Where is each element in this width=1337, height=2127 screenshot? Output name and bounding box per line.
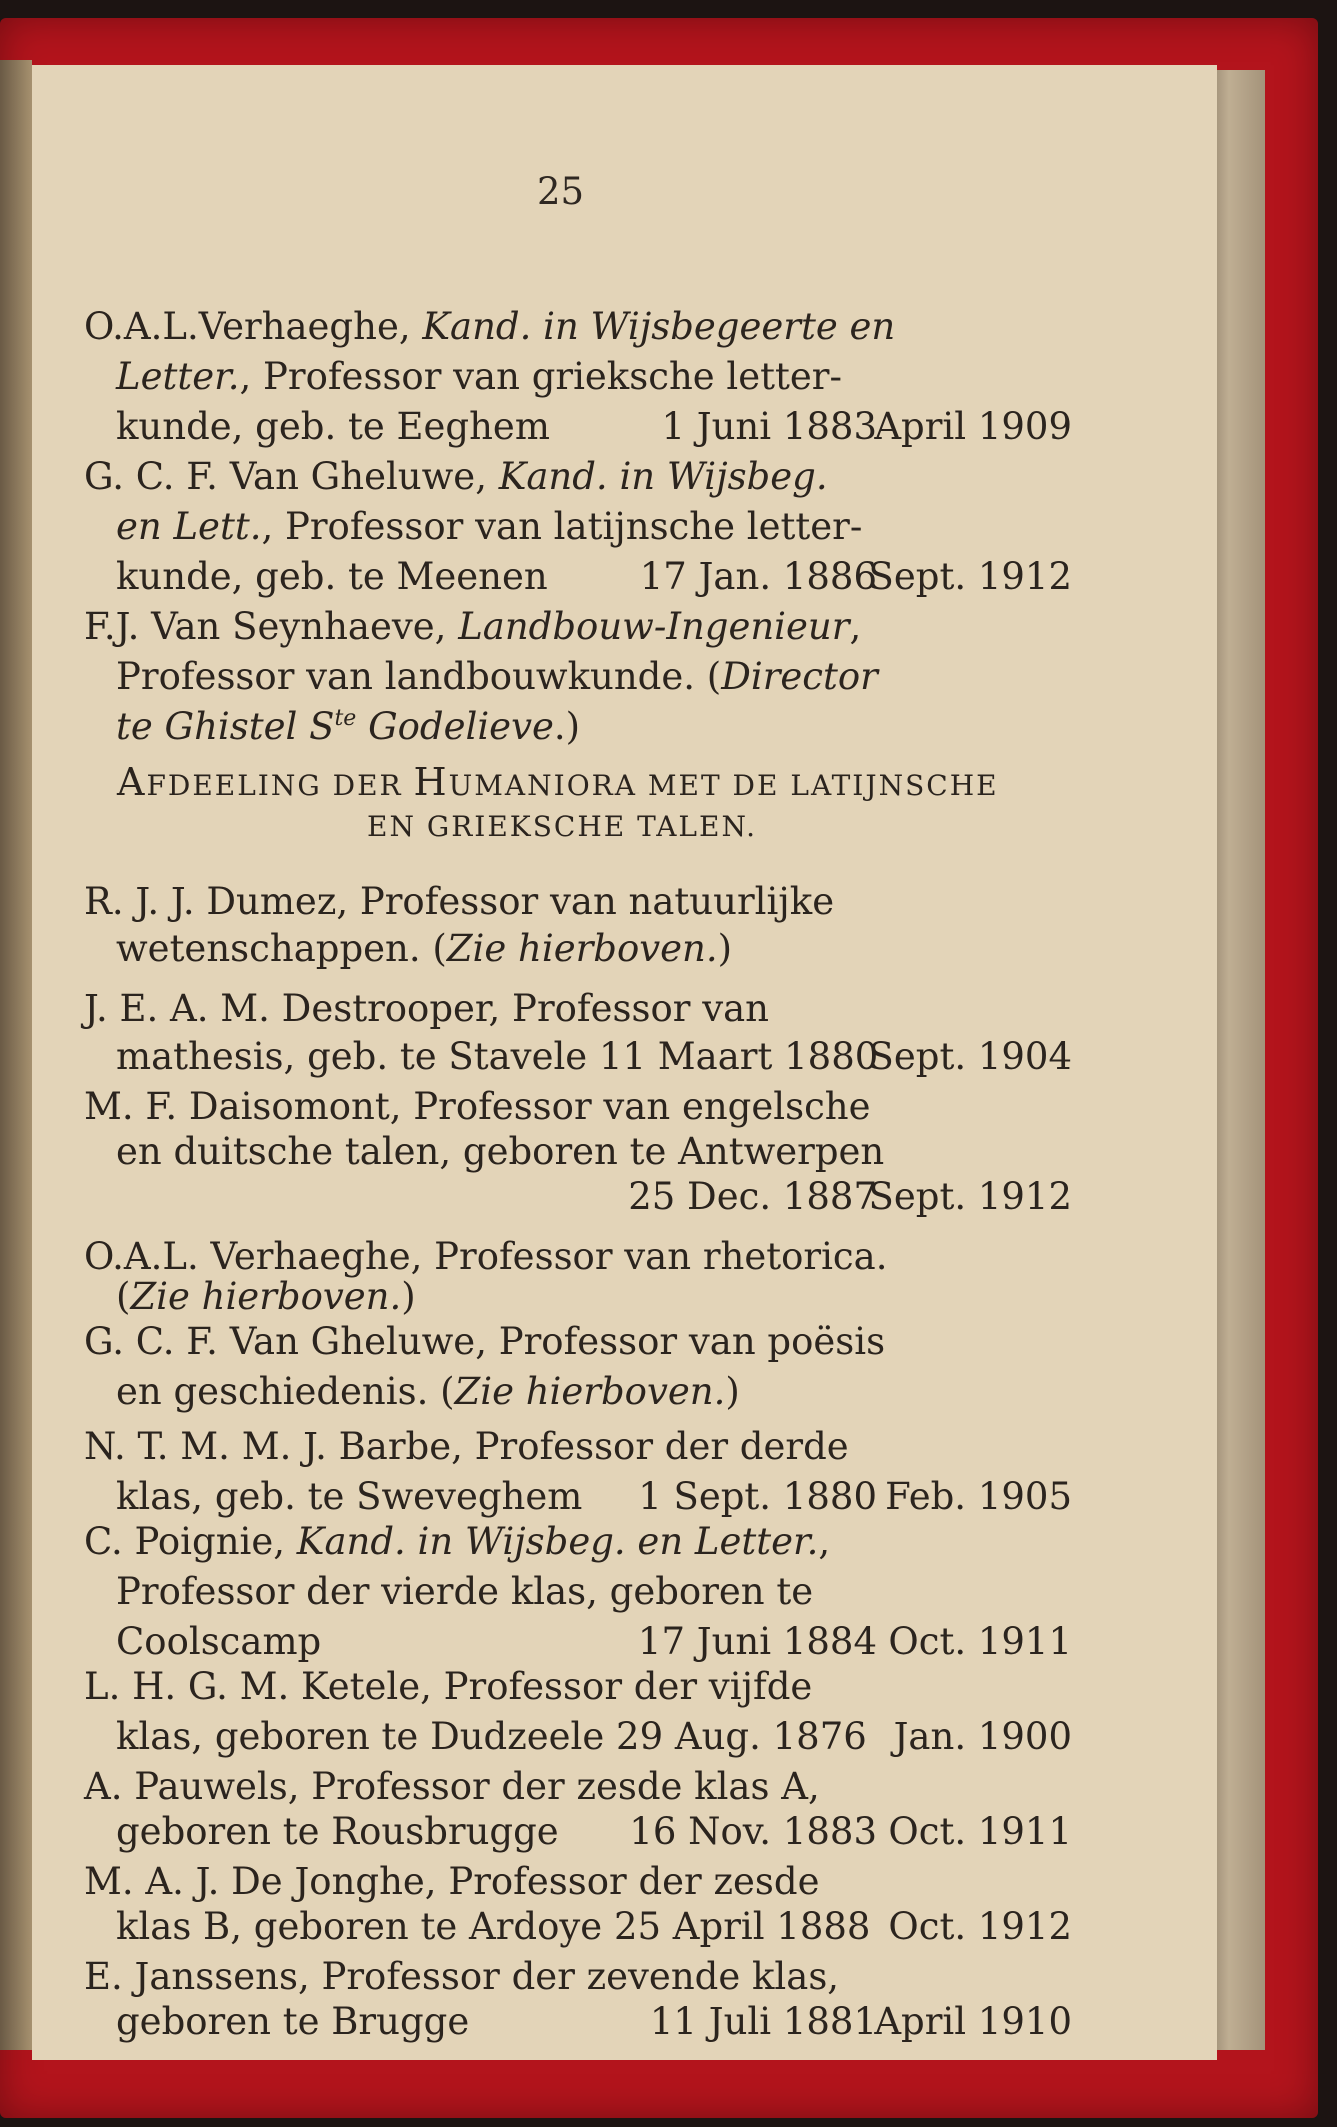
text-line (116, 1810, 559, 1854)
text-span: M. A. J. De Jonghe, Professor der zesde (84, 1860, 820, 1903)
italic-text: te Ghistel S (116, 705, 335, 748)
text-span: ) (725, 1370, 740, 1413)
appointment-date: Oct. 1911 (888, 1810, 1072, 1853)
appointment-date: Sept. 1912 (868, 1175, 1072, 1218)
text-span: ) (401, 1275, 416, 1318)
appointment-date: Sept. 1912 (868, 555, 1072, 598)
text-span: , (818, 1520, 831, 1563)
heading-word: UMANIORA (448, 769, 637, 802)
text-line (116, 1275, 416, 1319)
text-span: ) (717, 927, 733, 970)
text-span: wetenschappen. ( (116, 927, 447, 970)
text-span: klas, geb. te Sweveghem (116, 1475, 583, 1518)
text-span: kunde, geb. te Eeghem (116, 405, 550, 448)
birth-date: 17 Juni 1884 (637, 1620, 877, 1663)
text-line (84, 305, 895, 349)
text-line (116, 1475, 582, 1519)
heading-capital: H (413, 760, 449, 804)
text-span: E. Janssens, Professor der zevende klas, (84, 1955, 840, 1998)
text-span: , Professor van grieksche letter- (239, 355, 842, 398)
text-line (116, 555, 548, 599)
appointment-date: Sept. 1904 (868, 1035, 1072, 1078)
text-line (116, 1370, 740, 1414)
italic-text: Director (721, 655, 878, 698)
birth-date: 17 Jan. 1886 (639, 555, 877, 598)
text-line (116, 927, 732, 971)
birth-date: 1 Juni 1883 (661, 405, 877, 448)
text-line (116, 1570, 813, 1614)
text-line (84, 1320, 885, 1364)
text-line (116, 405, 550, 449)
text-span: geboren te Rousbrugge (116, 1810, 559, 1853)
heading-capital: A (117, 760, 147, 804)
italic-text: Kand. in Wijsbeg. (498, 455, 828, 498)
text-span: L. H. G. M. Ketele, Professor der vijfde (84, 1665, 813, 1708)
text-span: J. E. A. M. Destrooper, Professor van (84, 987, 769, 1030)
text-span: en duitsche talen, geboren te Antwerpen (116, 1130, 885, 1173)
text-line (116, 355, 842, 399)
book-spine (0, 60, 32, 2050)
text-span: Coolscamp (116, 1620, 322, 1663)
italic-text: Zie hierboven. (454, 1370, 726, 1413)
text-line (84, 987, 769, 1031)
text-span: en geschiedenis. ( (116, 1370, 455, 1413)
text-line (116, 1620, 321, 1664)
italic-text: en Lett. (116, 505, 262, 548)
appointment-date: April 1910 (874, 2000, 1072, 2043)
text-span: klas B, geboren te Ardoye 25 April 1888 (116, 1905, 871, 1948)
appointment-date: April 1909 (874, 405, 1072, 448)
text-span: klas, geboren te Dudzeele 29 Aug. 1876 (116, 1715, 867, 1758)
text-span: mathesis, geb. te Stavele 11 Maart 1880 (116, 1035, 879, 1078)
italic-text: Zie hierboven. (446, 927, 718, 970)
text-span: G. C. F. Van Gheluwe, Professor van poësis (84, 1320, 886, 1363)
text-span: N. T. M. M. J. Barbe, Professor der derde (84, 1425, 849, 1468)
appointment-date: Feb. 1905 (885, 1475, 1072, 1518)
birth-date: 1 Sept. 1880 (638, 1475, 877, 1518)
italic-text: Landbouw-Ingenieur (458, 605, 850, 648)
text-span: M. F. Daisomont, Professor van engelsche (84, 1085, 871, 1128)
text-span: C. Poignie, (84, 1520, 297, 1563)
text-line (116, 505, 862, 549)
appointment-date: Oct. 1911 (888, 1620, 1072, 1663)
text-line (84, 1425, 849, 1469)
section-heading-line2: EN GRIEKSCHE TALEN. (367, 810, 758, 843)
text-span: , (849, 605, 862, 648)
heading-word: DER (321, 769, 414, 802)
heading-word: MET DE LATIJNSCHE (636, 769, 999, 802)
text-line (116, 1130, 884, 1174)
text-line (84, 1765, 820, 1809)
text-line (116, 2000, 469, 2044)
text-line (116, 655, 878, 699)
text-span: ( (116, 1275, 131, 1318)
text-span: .) (553, 705, 581, 748)
text-line (84, 1085, 871, 1129)
italic-text: Kand. in Wijsbegeerte en (422, 305, 896, 348)
text-line (84, 1235, 887, 1279)
text-span: Professor der vierde klas, geboren te (116, 1570, 814, 1613)
text-line (84, 1520, 830, 1564)
appointment-date: Jan. 1900 (893, 1715, 1072, 1758)
heading-word: FDEELING (146, 769, 322, 802)
text-line (84, 455, 828, 499)
text-span: O.A.L.Verhaeghe, (84, 305, 423, 348)
birth-date: 16 Nov. 1883 (629, 1810, 877, 1853)
text-span: , Professor van latijnsche letter- (261, 505, 863, 548)
text-line (116, 1715, 867, 1759)
text-line (116, 705, 580, 749)
italic-text: Zie hierboven. (130, 1275, 402, 1318)
text-line (84, 1665, 812, 1709)
page-number: 25 (537, 170, 585, 213)
text-line (116, 1035, 878, 1079)
text-line (84, 1860, 819, 1904)
text-span: G. C. F. Van Gheluwe, (84, 455, 499, 498)
text-span: kunde, geb. te Meenen (116, 555, 548, 598)
text-span: geboren te Brugge (116, 2000, 470, 2043)
birth-date: 25 Dec. 1887 (628, 1175, 877, 1218)
book-page (32, 65, 1217, 2060)
text-line (116, 1905, 870, 1949)
text-line (84, 1955, 839, 1999)
text-span: A. Pauwels, Professor der zesde klas A, (84, 1765, 820, 1808)
text-line (84, 880, 834, 924)
text-span: F.J. Van Seynhaeve, (84, 605, 459, 648)
birth-date: 11 Juli 1881 (649, 2000, 877, 2043)
section-heading (117, 760, 999, 806)
text-span: O.A.L. Verhaeghe, Professor van rhetorica. (84, 1235, 888, 1278)
appointment-date: Oct. 1912 (888, 1905, 1072, 1948)
text-line (84, 605, 861, 649)
italic-text: Godelieve (356, 705, 554, 748)
text-span: Professor van landbouwkunde. ( (116, 655, 722, 698)
italic-text: Letter. (116, 355, 240, 398)
italic-text: Kand. in Wijsbeg. en Letter. (296, 1520, 819, 1563)
superscript: te (334, 706, 357, 731)
text-span: R. J. J. Dumez, Professor van natuurlijke (84, 880, 835, 923)
